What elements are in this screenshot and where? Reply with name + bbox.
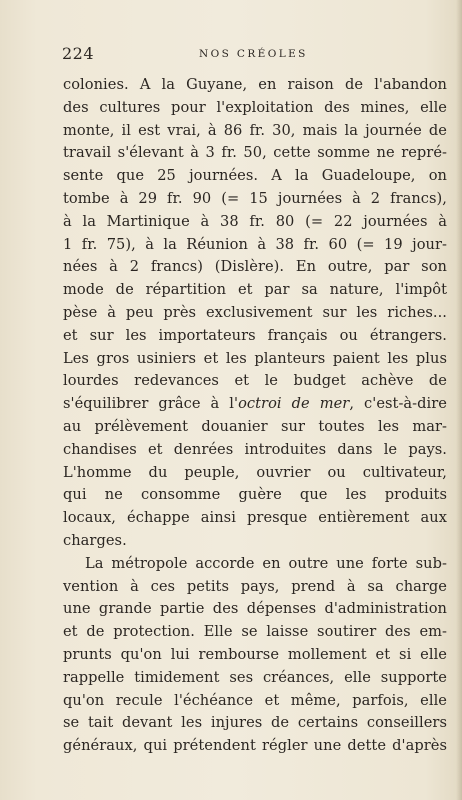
text-line [63,74,447,97]
text-line [63,256,447,279]
page-edge-shadow [456,0,462,800]
text-line [63,553,447,576]
running-title: NOS CRÉOLES [199,48,308,60]
text-line [63,120,447,143]
text-segment: une grande partie des dépenses d'administration [63,600,447,618]
text-line [63,621,447,644]
text-line [63,325,447,348]
text-line [63,416,447,439]
text-segment: généraux, qui prétendent régler une dette d'après [63,737,447,755]
page-header [62,44,448,64]
text-line [63,576,447,599]
text-line [63,598,447,621]
text-segment: vention à ces petits pays, prend à sa charge [63,577,447,595]
text-segment: travail s'élevant à 3 fr. 50, cette somme ne repré- [63,144,447,162]
body-text [63,74,447,758]
text-line [63,507,447,530]
page-number: 224 [62,44,95,63]
text-segment: 1 fr. 75), à la Réunion à 38 fr. 60 (= 19 jour- [63,235,447,253]
text-line [63,279,447,302]
text-segment: tombe à 29 fr. 90 (= 15 journées à 2 francs), [63,189,447,207]
text-segment: charges. [63,531,127,549]
text-segment: pèse à peu près exclusivement sur les riches... [63,303,447,321]
text-segment: L'homme du peuple, ouvrier ou cultivateur, [63,463,447,481]
text-line [63,165,447,188]
paragraph [63,74,447,553]
text-segment: lourdes redevances et le budget achève de [63,372,447,390]
paragraph [63,553,447,758]
text-line [63,97,447,120]
text-segment: à la Martinique à 38 fr. 80 (= 22 journées à [63,212,447,230]
text-line [63,439,447,462]
text-segment: chandises et denrées introduites dans le pays. [63,440,447,458]
text-segment: monte, il est vrai, à 86 fr. 30, mais la journée de [63,121,447,139]
text-segment: qui ne consomme guère que les produits [63,486,447,504]
text-segment: colonies. A la Guyane, en raison de l'abandon [63,76,447,93]
text-line [63,735,447,758]
text-line [63,393,447,416]
text-segment: s'équilibrer grâce à l' [63,395,239,413]
text-line [63,462,447,485]
text-line [63,667,447,690]
text-segment: , c'est-à-dire [349,395,447,413]
text-segment: prunts qu'on lui rembourse mollement et si elle [63,645,447,663]
text-segment: se tait devant les injures de certains conseillers [63,714,447,732]
text-segment: locaux, échappe ainsi presque entièrement aux [63,509,447,527]
text-line [63,234,447,257]
text-line [63,188,447,211]
text-segment: et sur les importateurs français ou étrangers. [63,326,447,344]
text-segment: Les gros usiniers et les planteurs paient les plus [63,349,447,367]
text-line [63,644,447,667]
text-segment: mode de répartition et par sa nature, l'impôt [63,281,447,299]
italic-text: octroi de mer [238,395,350,413]
text-line [63,484,447,507]
text-segment: nées à 2 francs) (Dislère). En outre, par son [63,258,447,276]
text-line [63,530,447,553]
text-line [63,348,447,371]
text-segment: rappelle timidement ses créances, elle supporte [63,668,447,686]
text-line [63,370,447,393]
text-line [63,712,447,735]
text-segment: au prélèvement douanier sur toutes les mar- [63,417,447,435]
text-segment: sente que 25 journées. A la Guadeloupe, on [63,167,447,185]
text-line [63,142,447,165]
text-line [63,302,447,325]
text-segment: des cultures pour l'exploitation des mines, elle [63,98,447,116]
text-segment: et de protection. Elle se laisse soutirer des em- [63,623,447,641]
text-line [63,690,447,713]
text-segment: qu'on recule l'échéance et même, parfois, elle [63,691,447,709]
text-line [63,211,447,234]
text-segment: La métropole accorde en outre une forte sub- [85,554,447,572]
